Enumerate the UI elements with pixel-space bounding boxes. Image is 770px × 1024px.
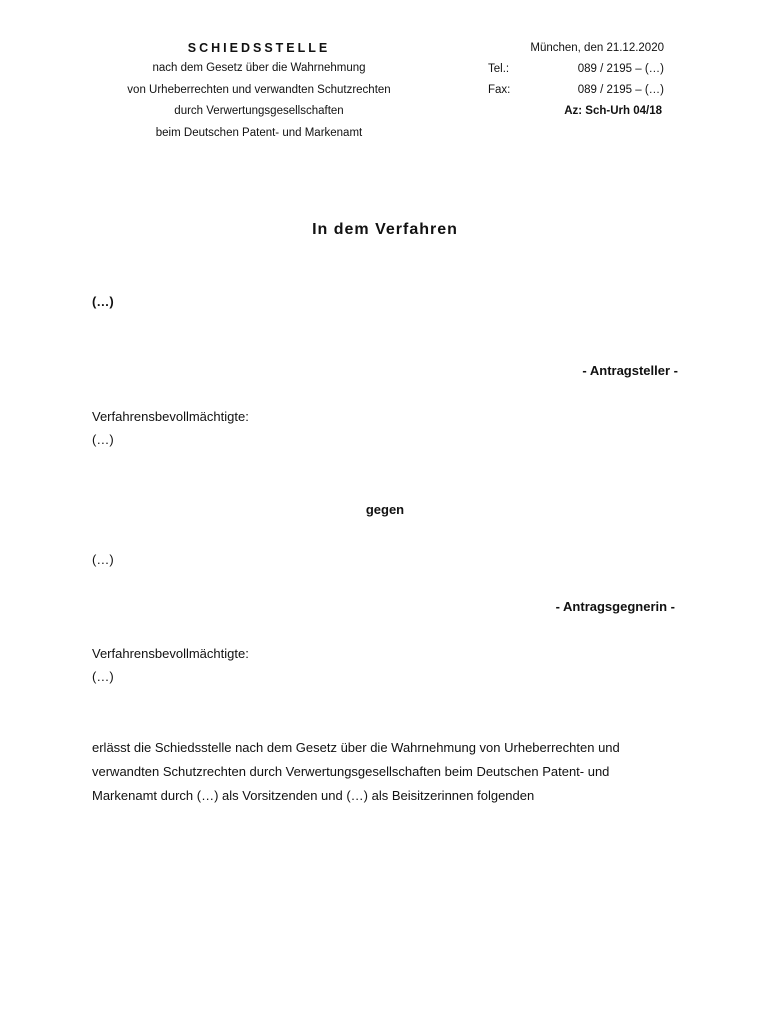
authority-line: durch Verwertungsgesellschaften: [174, 105, 344, 117]
authority-title: SCHIEDSSTELLE: [187, 41, 331, 55]
tel-label: Tel.:: [488, 63, 510, 75]
tel-value: 089 / 2195 – (…): [577, 63, 664, 75]
authority-line: nach dem Gesetz über die Wahrnehmung: [152, 62, 366, 74]
authority-line: beim Deutschen Patent- und Markenamt: [155, 126, 363, 139]
paragraph-line: erlässt die Schiedsstelle nach dem Gesetz über die Wahrnehmung von Urheberrechten und: [92, 740, 620, 755]
authority-header: [90, 38, 428, 144]
page-heading: In dem Verfahren: [312, 221, 458, 238]
place-date: München, den 21.12.2020: [530, 42, 664, 54]
file-number: Az: Sch-Urh 04/18: [564, 105, 662, 117]
applicant-name: (…): [92, 294, 114, 309]
respondent-role: - Antragsgegnerin -: [555, 599, 675, 614]
respondent-name: (…): [92, 552, 114, 567]
fax-row: [480, 80, 664, 101]
paragraph-line: verwandten Schutzrechten durch Verwertungsgesellschaften beim Deutschen Patent- und: [92, 764, 610, 779]
fax-value: 089 / 2195 – (…): [577, 84, 664, 96]
applicant-role: - Antragsteller -: [582, 363, 678, 378]
authority-line: von Urheberrechten und verwandten Schutzrechten: [127, 83, 391, 96]
fax-label: Fax:: [488, 84, 511, 96]
tel-row: [480, 59, 664, 80]
contact-block: [480, 38, 664, 121]
body-paragraph: [92, 736, 682, 808]
applicant-counsel-label: Verfahrensbevollmächtigte:: [92, 409, 249, 424]
versus-label: gegen: [365, 502, 405, 517]
applicant-counsel-name: (…): [92, 432, 114, 447]
paragraph-line: Markenamt durch (…) als Vorsitzenden und (…) als Beisitzerinnen folgenden: [92, 788, 535, 803]
respondent-counsel-name: (…): [92, 669, 114, 684]
respondent-counsel-label: Verfahrensbevollmächtigte:: [92, 646, 249, 661]
